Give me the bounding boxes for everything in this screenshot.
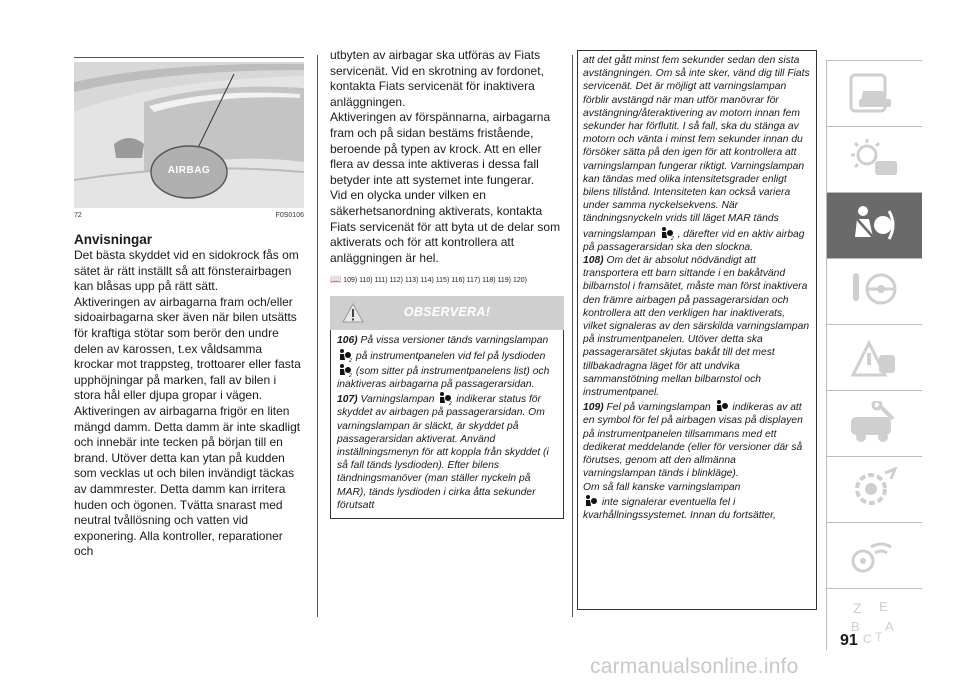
figure-number: 72 (74, 212, 82, 219)
svg-text:2: 2 (349, 357, 352, 362)
sidebar-tab-driving[interactable] (826, 258, 922, 324)
sidebar-tab-maintenance[interactable] (826, 390, 922, 456)
sidebar-tab-warning-lights[interactable] (826, 126, 922, 192)
paragraph-1: Det bästa skyddet vid en sidokrock fås om sätet är rätt inställt så att fönsterairbagen kan blåsas upp på rätt sätt. (74, 248, 299, 294)
observera-header (330, 296, 564, 330)
observera-title: OBSERVERA! (403, 305, 491, 320)
note-108: 108) Om det är absolut nödvändigt att transportera ett barn sittande i en bakåtvänd bilbarnstol i framsätet, måste man först inaktivera den främre airbagen på passagerarsidan och kontrollera att den verkligen har inaktiverats, vilket signaleras av den särskilda varningslampan på instrumentpanelen. Utöver detta ska passagerarsätet skjutas bakåt till det mest tillbakadragna läget för att undvika sammanstötning mellan bilbarnstol och instrumentpanel. (583, 255, 810, 399)
sidebar-tab-technical[interactable] (826, 456, 922, 522)
figure-code: F0S0106 (275, 212, 304, 219)
maintenance-icon (849, 401, 901, 445)
multimedia-icon (849, 533, 901, 577)
sidebar-tab-multimedia[interactable] (826, 522, 922, 588)
svg-text:A: A (885, 619, 894, 634)
section-heading: Anvisningar (74, 232, 153, 247)
car-side-illustration (74, 62, 304, 208)
airbag-light-icon (583, 494, 599, 508)
column-3-box (577, 50, 817, 610)
paragraph-4: utbyten av airbagar ska utföras av Fiats servicenät. Vid en skrotning av fordonet, kontakta Fiats servicenät för inaktivera anläggningen. (330, 48, 544, 109)
column-1 (74, 232, 304, 560)
sidebar-tab-emergency[interactable] (826, 324, 922, 390)
warning-lights-icon (849, 137, 901, 181)
note-references: 📖 109) 110) 111) 112) 113) 114) 115) 116) 117) 118) 119) 120) (330, 274, 527, 285)
airbag-status-icon (437, 391, 453, 405)
column-2 (330, 48, 564, 519)
sidebar-tab-car[interactable] (826, 60, 922, 126)
column-divider-2 (572, 55, 573, 617)
paragraph-5: Aktiveringen av förspännarna, airbagarna fram och på sidan bestäms fristående, beroende på typen av krock. Att en eller flera av dessa inte aktiveras i dessa fall betyder inte att systemet inte fungerar. (330, 110, 551, 187)
note-106: 106) På vissa versioner tänds varningslampan 2 på instrumentpanelen vid fel på lysdioden 2 (som sitter på instrumentpanelens list) och inaktiveras airbagarna på passagerarsidan. (337, 335, 550, 390)
book-icon: 📖 (330, 274, 342, 285)
paragraph-2: Aktiveringen av airbagarna fram och/eller sidoairbagarna sker även när bilen utsätts för kraftiga stötar som berör den undre delen av karossen, t.ex våldsamma krockar mot trappsteg, trottoarer eller fasta upphöjningar på marken, fall av bilen i stora hål eller djupa gropar i vägen. (74, 294, 301, 403)
paragraph-6: Vid en olycka under vilken en säkerhetsanordning aktiverats, kontakta Fiats servicenät för att byta ut de delar som aktiverats och för att kontrollera att anläggningen är hel. (330, 188, 561, 265)
top-rule-col1 (74, 57, 304, 58)
svg-text:E: E (879, 599, 888, 614)
page-number: 91 (840, 632, 858, 649)
airbag-figure (74, 62, 304, 208)
sidebar-tab-safety[interactable] (826, 192, 922, 258)
svg-text:2: 2 (449, 401, 453, 406)
note-109: 109) Fel på varningslampan indikeras av att en symbol för fel på airbagen visas på displayen på instrumentpanelen tillsammans med ett dedikerat meddelande (eller för versioner där så förutses, genom att den allmänna varningslampan tänds i blinkläge). Om så fall kanske varningslampan inte signalerar eventuella fel i kvarhållningssystemet. Innan du fortsätter, (583, 399, 811, 522)
airbag-off-icon (337, 348, 353, 362)
column-divider-1 (317, 55, 318, 617)
svg-text:C: C (863, 632, 872, 643)
starting-driving-icon (849, 269, 901, 313)
svg-text:2: 2 (349, 372, 352, 377)
paragraph-3: Aktiveringen av airbagarna frigör en liten mängd damm. Detta damm är inte skadligt och innebär inte tecken på början till en brand. Utöver detta kan ytan på kudden som vecklas ut och bilen invändigt täckas av dammrester. Detta damm kan irritera huden och ögonen. Tvätta snarast med neutral tvållösning och vatten vid exponering. Alla kontroller, reparationer och (74, 403, 301, 559)
car-info-icon (849, 71, 901, 115)
observera-box (330, 330, 564, 519)
svg-text:2: 2 (670, 235, 674, 240)
note-107: 107) Varningslampan 2 indikerar status för skyddet av airbagen på passagerarsidan. Om varningslampan är släckt, är skyddet på passagerarsidan aktiverat. Använd inställningsmenyn för att koppla från skyddet (i så fall tänds lysdioden). Efter bilens tändningsmanöver (man ställer nyckeln på MAR), tänds lysdioden i cirka åtta sekunder förutsatt (337, 391, 557, 512)
svg-text:Z: Z (853, 600, 862, 616)
watermark: carmanualsonline.info (590, 655, 799, 678)
airbag-fault-icon (714, 399, 730, 413)
technical-data-icon (849, 467, 901, 511)
svg-text:T: T (875, 630, 883, 643)
airbag-led-icon (337, 363, 353, 377)
svg-text:B: B (851, 619, 860, 634)
airbag-badge: AIRBAG (167, 165, 211, 176)
note-continued: att det gått minst fem sekunder sedan den sista avstängningen. Om så inte sker, vänd dig till Fiats servicenät. Det är möjligt att varningslampan förblir avstängd när man utför manövrar för avstängning/återaktivering av motorn innan fem sekunder har förflutit. I så fall, ska du stänga av motorn och vänta i minst fem sekunder innan du försöker sätta på den igen för att kontrollera att varningslampan fungerar riktigt. Varningslampan kan tändas med olika intensitetsgrader enligt bilens tillstånd. Intensiteten kan också variera under samma nyckelsekvens. När tändningsnyckeln vrids till läget MAR tänds varningslampan 2 , därefter vid en aktiv airbag på passagerarsidan ska den slockna. (583, 55, 810, 253)
emergency-icon (849, 335, 901, 379)
airbag-warning-icon (659, 226, 675, 240)
safety-icon (849, 203, 901, 247)
